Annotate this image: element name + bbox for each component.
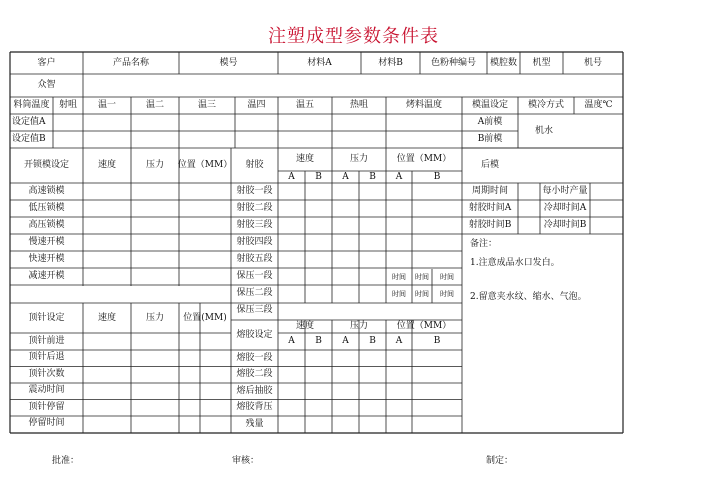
- melt-row-label: 熔胶二段: [236, 369, 273, 380]
- hold-time-label: 时间: [440, 290, 454, 298]
- cool-time-b: 冷却时间B: [543, 220, 587, 230]
- header-material-b: 材料B: [378, 57, 403, 68]
- footer-approve: 批准：: [52, 456, 80, 466]
- ejector-speed-header: 速度: [97, 312, 116, 323]
- header-color-no: 色粉种编号: [430, 57, 476, 68]
- inject-time-b: 射胶时间B: [468, 220, 512, 230]
- temp-temp-c: 温度℃: [584, 100, 613, 110]
- melt-speed-header: 速度: [295, 321, 314, 331]
- clamp-speed-header: 速度: [97, 160, 116, 170]
- inject-speed-header: 速度: [295, 154, 314, 164]
- inject-sub-b: B: [315, 171, 322, 182]
- temp-mold-set: 模温设定: [471, 100, 508, 110]
- temp-z4: 温四: [247, 100, 266, 110]
- inject-row-label: 射胶三段: [236, 220, 273, 230]
- hold-time-label: 时间: [415, 290, 429, 298]
- header-machine-model: 机型: [532, 57, 551, 68]
- inject-sub-b: B: [369, 171, 376, 182]
- temp-z1: 温一: [97, 100, 116, 110]
- inject-row-label: 射胶二段: [236, 203, 273, 213]
- temp-dryer: 烤料温度: [405, 100, 442, 110]
- inject-row-label: 射胶一段: [236, 186, 273, 196]
- melt-position-header: 位置（MM）: [396, 321, 452, 331]
- header-mold-no: 模号: [219, 57, 238, 68]
- ejector-row-label: 顶针前进: [28, 335, 65, 346]
- inject-header: 射胶: [245, 160, 264, 170]
- hold-time-label: 时间: [415, 273, 429, 281]
- ejector-pressure-header: 压力: [145, 312, 164, 323]
- cycle-time: 周期时间: [471, 186, 508, 196]
- melt-sub-a: A: [288, 336, 295, 346]
- inject-pressure-header: 压力: [349, 154, 368, 164]
- temp-z3: 温三: [197, 100, 216, 110]
- inject-time-a: 射胶时间A: [468, 203, 512, 213]
- melt-pressure-header: 压力: [349, 321, 368, 331]
- set-value-a-label: 设定值A: [12, 117, 46, 127]
- melt-row-label: 熔胶背压: [236, 402, 273, 413]
- ejector-row-label: 顶针停留: [28, 401, 65, 412]
- ejector-row-label: 顶针次数: [28, 368, 65, 379]
- header-customer: 客户: [37, 57, 56, 68]
- melt-header: 熔胶设定: [236, 329, 273, 340]
- ejector-row-label: 顶针后退: [28, 352, 65, 363]
- clamp-row-label: 高压锁模: [28, 220, 65, 230]
- rear-mold: 后模: [480, 160, 499, 170]
- melt-row-label: 熔后抽胶: [236, 385, 273, 396]
- inject-row-label: 保压一段: [236, 271, 273, 281]
- hold-time-label: 时间: [392, 273, 406, 281]
- ejector-header: 顶针设定: [28, 312, 65, 323]
- ejector-row-label: 震动时间: [28, 385, 65, 396]
- inject-sub-a: A: [288, 171, 295, 182]
- temp-cooling: 模冷方式: [527, 100, 564, 110]
- machine-water: 机水: [534, 125, 553, 136]
- clamp-pressure-header: 压力: [145, 160, 164, 170]
- melt-sub-b: B: [315, 336, 322, 346]
- cool-time-a: 冷却时间A: [543, 203, 587, 213]
- inject-position-header: 位置（MM）: [396, 154, 452, 164]
- temp-z5: 温五: [295, 100, 314, 110]
- melt-row-label: 熔胶一段: [236, 352, 273, 363]
- clamp-row-label: 减速开模: [28, 271, 65, 281]
- customer-value: 众智: [37, 80, 56, 90]
- temp-hot-nozzle: 热咀: [349, 100, 368, 110]
- header-machine-no: 机号: [583, 57, 602, 68]
- temp-barrel: 料筒温度: [13, 100, 50, 110]
- inject-sub-a: A: [342, 171, 349, 182]
- inject-row-label: 射胶五段: [236, 254, 273, 264]
- notes-label: 备注：: [470, 238, 498, 249]
- ejector-position-header: 位置(MM): [183, 312, 227, 323]
- hold-time-label: 时间: [440, 273, 454, 281]
- note-item: 2.留意夹水纹、缩水、气泡。: [470, 291, 587, 302]
- clamp-row-label: 低压锁模: [28, 203, 65, 213]
- hourly-output: 每小时产量: [542, 186, 588, 196]
- header-cavities: 模腔数: [489, 57, 517, 68]
- inject-row-label: 保压二段: [236, 288, 273, 298]
- clamp-row-label: 高速锁模: [28, 186, 65, 196]
- note-item: 1.注意成品水口发白。: [470, 257, 560, 268]
- clamp-header: 开锁模设定: [23, 160, 69, 170]
- hold-time-label: 时间: [392, 290, 406, 298]
- temp-nozzle: 射咀: [58, 100, 77, 110]
- ejector-row-label: 停留时间: [28, 418, 65, 429]
- header-product: 产品名称: [112, 57, 149, 68]
- page-title: 注塑成型参数条件表: [268, 26, 439, 47]
- melt-sub-a: A: [395, 336, 403, 346]
- inject-sub-b: B: [433, 171, 441, 182]
- temp-z2: 温二: [145, 100, 164, 110]
- melt-sub-b: B: [369, 336, 376, 346]
- front-mold-a: A前模: [477, 117, 503, 127]
- footer-review: 审核：: [232, 456, 260, 466]
- front-mold-b: B前模: [477, 134, 503, 144]
- melt-sub-b: B: [433, 336, 441, 346]
- inject-sub-a: A: [395, 171, 403, 182]
- clamp-row-label: 慢速开模: [28, 237, 65, 247]
- clamp-row-label: 快速开模: [28, 254, 65, 264]
- set-value-b-label: 设定值B: [12, 134, 46, 144]
- melt-row-label: 残量: [245, 418, 264, 429]
- inject-row-label: 保压三段: [236, 305, 273, 315]
- header-material-a: 材料A: [307, 57, 332, 68]
- footer-prepared: 制定：: [486, 456, 514, 466]
- inject-row-label: 射胶四段: [236, 237, 273, 247]
- clamp-position-header: 位置（MM）: [177, 160, 233, 170]
- melt-sub-a: A: [342, 336, 349, 346]
